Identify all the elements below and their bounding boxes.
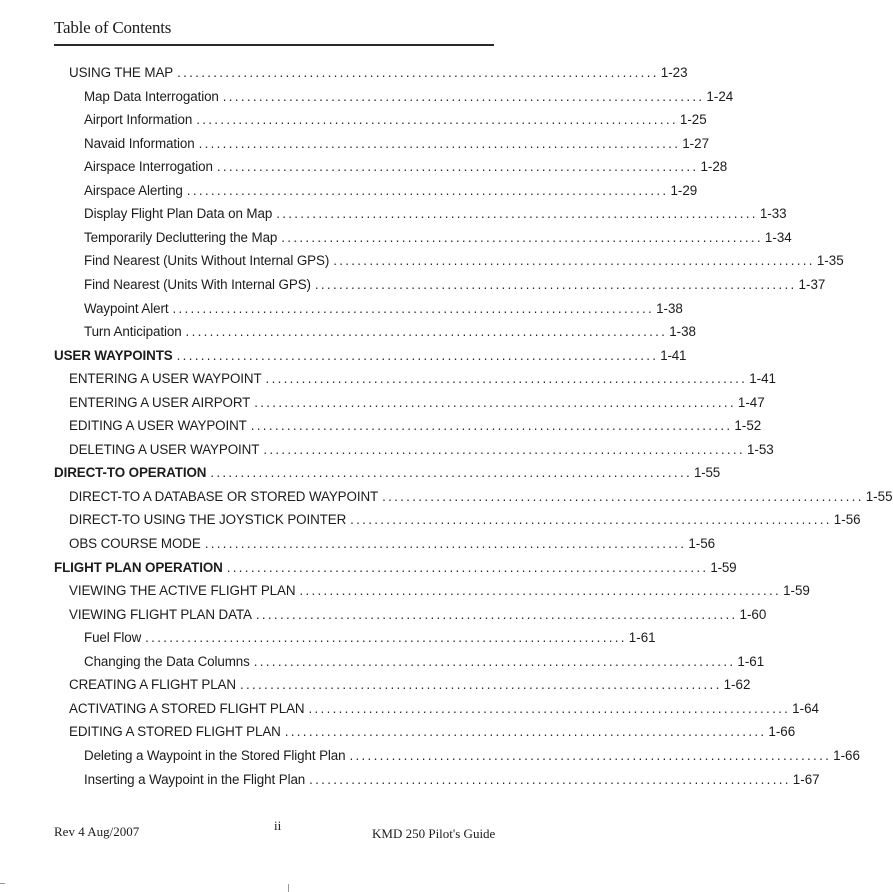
dot-leader: ................................................................................ [222, 88, 705, 104]
scan-mark [0, 883, 5, 884]
dot-leader: ................................................................................ [309, 771, 791, 787]
toc-entry-page: 1-59 [783, 583, 810, 599]
toc-entry-label: DIRECT-TO A DATABASE OR STORED WAYPOINT [69, 488, 379, 504]
dot-leader: ................................................................................ [186, 182, 669, 198]
toc-entry-page: 1-62 [723, 677, 751, 693]
dot-leader: ................................................................................ [308, 700, 791, 716]
toc-entry-label: EDITING A STORED FLIGHT PLAN [69, 724, 281, 740]
toc-entry [69, 722, 796, 742]
toc-entry [54, 463, 721, 483]
dot-leader: ................................................................................ [198, 135, 681, 151]
dot-leader: ................................................................................ [176, 347, 659, 363]
dot-leader: ................................................................................ [177, 65, 659, 80]
toc-entry-label: ACTIVATING A STORED FLIGHT PLAN [69, 700, 305, 716]
toc-entry [84, 299, 683, 319]
dot-leader: ................................................................................ [349, 747, 832, 763]
dot-leader: ................................................................................ [185, 324, 668, 340]
toc-entry-label: VIEWING FLIGHT PLAN DATA [69, 606, 252, 622]
toc-entry-page: 1-38 [656, 300, 683, 316]
toc-entry-label: CREATING A FLIGHT PLAN [69, 677, 236, 693]
toc-entry-label: ENTERING A USER WAYPOINT [69, 371, 262, 387]
dot-leader: ................................................................................ [265, 371, 748, 387]
toc-entry-page: 1-64 [792, 700, 819, 716]
toc-entry-label: Display Flight Plan Data on Map [84, 206, 273, 222]
header-divider [54, 44, 494, 46]
dot-leader: ................................................................................ [284, 724, 767, 740]
toc-entry-page: 1-28 [700, 159, 728, 175]
toc-entry [84, 204, 787, 224]
toc-entry-page: 1-67 [792, 771, 820, 787]
toc-entry-label: VIEWING THE ACTIVE FLIGHT PLAN [69, 583, 296, 599]
toc-entry [84, 157, 728, 177]
toc-entry [69, 416, 762, 436]
toc-entry-page: 1-41 [749, 371, 776, 387]
toc-entry [84, 181, 698, 201]
dot-leader: ................................................................................ [299, 583, 782, 599]
dot-leader: ................................................................................ [226, 559, 709, 575]
toc-entry-page: 1-56 [688, 536, 716, 551]
toc-entry-page: 1-38 [669, 324, 696, 340]
toc-entry-page: 1-55 [694, 465, 721, 481]
toc-entry-label: Inserting a Waypoint in the Flight Plan [84, 771, 306, 787]
footer-guide-title: KMD 250 Pilot's Guide [372, 826, 496, 841]
toc-entry [69, 369, 776, 389]
toc-entry [69, 487, 893, 507]
toc-entry-label: Airport Information [84, 112, 193, 128]
dot-leader: ................................................................................ [254, 394, 736, 410]
toc-entry [69, 63, 688, 83]
toc-entry [84, 87, 734, 107]
toc-entry [69, 675, 751, 695]
dot-leader: ................................................................................ [281, 229, 763, 245]
toc-entry-label: DIRECT-TO OPERATION [54, 465, 207, 481]
toc-entry-page: 1-33 [759, 206, 787, 222]
dot-leader: ................................................................................ [314, 276, 797, 292]
dot-leader: ................................................................................ [196, 112, 678, 128]
toc-entry-label: Waypoint Alert [84, 300, 169, 316]
toc-entry-label: ENTERING A USER AIRPORT [69, 394, 251, 410]
toc-entry-label: Temporarily Decluttering the Map [84, 229, 278, 245]
toc-entry-label: Changing the Data Columns [84, 653, 250, 669]
dot-leader: ................................................................................ [333, 253, 815, 269]
dot-leader: ................................................................................ [382, 488, 864, 504]
toc-entry [84, 770, 820, 790]
toc-entry [84, 275, 826, 295]
toc-entry-page: 1-37 [798, 276, 826, 292]
toc-entry-page: 1-41 [660, 347, 687, 363]
toc-entry-page: 1-47 [737, 394, 765, 410]
dot-leader: ................................................................................ [263, 441, 745, 457]
toc-entry-label: Deleting a Waypoint in the Stored Flight Plan [84, 747, 346, 763]
dot-leader: ................................................................................ [216, 159, 699, 175]
toc-entry-label: Fuel Flow [84, 630, 142, 646]
toc-entry [54, 346, 687, 366]
toc-entry-page: 1-61 [628, 630, 656, 646]
toc-entry-page: 1-56 [833, 512, 861, 528]
toc-entry-label: OBS COURSE MODE [69, 536, 201, 551]
toc-entry [69, 699, 819, 719]
toc-entry-label: Airspace Alerting [84, 182, 183, 198]
toc-entry-page: 1-34 [764, 229, 792, 245]
toc-entry-page: 1-66 [833, 747, 860, 763]
toc-entry-page: 1-25 [679, 112, 707, 128]
dot-leader: ................................................................................ [250, 418, 733, 434]
toc-entry-label: Navaid Information [84, 135, 195, 151]
toc-entry [84, 134, 710, 154]
toc-entry [54, 558, 737, 578]
dot-leader: ................................................................................ [255, 606, 738, 622]
toc-entry-page: 1-27 [682, 135, 710, 151]
toc-entry-page: 1-60 [739, 606, 767, 622]
toc-entry [84, 652, 765, 672]
toc-entry-label: EDITING A USER WAYPOINT [69, 418, 247, 434]
dot-leader: ................................................................................ [350, 512, 832, 528]
dot-leader: ................................................................................ [210, 465, 692, 481]
toc-entry [69, 605, 767, 625]
toc-entry-label: Airspace Interrogation [84, 159, 213, 175]
toc-entry-label: FLIGHT PLAN OPERATION [54, 559, 223, 575]
footer-revision: Rev 4 Aug/2007 [54, 824, 140, 839]
scan-mark [288, 884, 289, 892]
toc-entry-label: Turn Anticipation [84, 324, 182, 340]
toc-entry-page: 1-59 [710, 559, 737, 575]
dot-leader: ................................................................................ [239, 677, 722, 693]
toc-entry [69, 581, 810, 601]
toc-entry-label: Find Nearest (Units With Internal GPS) [84, 276, 311, 292]
toc-entry [84, 251, 844, 271]
toc-entry [69, 510, 861, 530]
toc-entry [84, 322, 696, 342]
toc-entry-page: 1-23 [660, 65, 688, 80]
toc-entry-page: 1-52 [734, 418, 762, 434]
footer-page-number: ii [274, 818, 282, 833]
toc-entry-label: Find Nearest (Units Without Internal GPS) [84, 253, 330, 269]
toc-entry-page: 1-35 [816, 253, 844, 269]
toc-entry-page: 1-61 [737, 653, 765, 669]
toc-entry-label: DELETING A USER WAYPOINT [69, 441, 260, 457]
toc-entry [69, 534, 716, 554]
toc-entry [69, 393, 765, 413]
toc-entry-label: Map Data Interrogation [84, 88, 219, 104]
dot-leader: ................................................................................ [145, 630, 627, 646]
toc-entry-page: 1-24 [706, 88, 734, 104]
toc-entry-page: 1-66 [768, 724, 796, 740]
toc-entry [84, 110, 707, 130]
toc-entry-label: DIRECT-TO USING THE JOYSTICK POINTER [69, 512, 347, 528]
toc-entry-page: 1-55 [865, 488, 893, 504]
dot-leader: ................................................................................ [276, 206, 758, 222]
toc-entry [84, 746, 860, 766]
toc-entry-label: USER WAYPOINTS [54, 347, 173, 363]
toc-entry [84, 228, 792, 248]
dot-leader: ................................................................................ [204, 536, 687, 551]
page-title: Table of Contents [54, 18, 172, 37]
toc-entry [69, 440, 774, 460]
toc-entry-page: 1-53 [746, 441, 774, 457]
toc-entry [84, 628, 656, 648]
dot-leader: ................................................................................ [172, 300, 655, 316]
toc-entry-page: 1-29 [670, 182, 698, 198]
toc-entry-label: USING THE MAP [69, 65, 174, 80]
dot-leader: ................................................................................ [253, 653, 736, 669]
